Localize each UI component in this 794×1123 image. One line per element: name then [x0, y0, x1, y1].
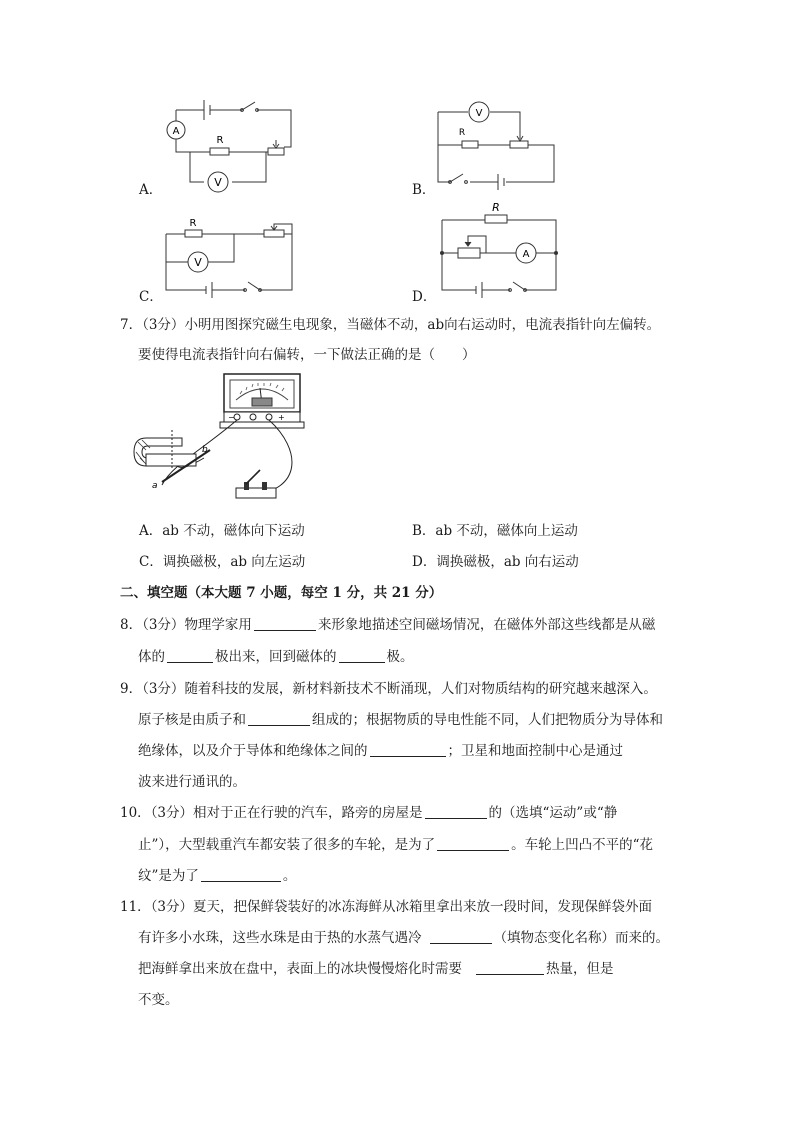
question-text: 极出来，回到磁体的 [215, 649, 337, 665]
question-score: （3分） [142, 317, 185, 333]
answer-blank[interactable] [437, 836, 509, 851]
question-stem-line [138, 833, 653, 853]
question-text: 极。 [386, 649, 414, 665]
voltmeter-label: V [475, 108, 483, 119]
question-text: 的（选填“运动”或“静 [488, 805, 618, 821]
conductor-end-a: a [152, 481, 158, 491]
terminal-plus-label: + [278, 413, 285, 422]
voltmeter-label: V [194, 256, 202, 269]
terminal-minus-label: − [228, 413, 235, 422]
question-text: 。 [282, 868, 297, 884]
horseshoe-magnet [134, 430, 196, 470]
answer-blank[interactable] [476, 960, 544, 975]
question-number: 9． [120, 681, 143, 697]
question-stem-line: 波来进行通讯的。 [138, 774, 246, 790]
question-stem-line [120, 895, 652, 915]
circuit-diagram-b [430, 95, 560, 195]
electromagnetic-induction-apparatus [132, 370, 312, 510]
question-score: （3分） [150, 899, 194, 915]
question-text: ；卫星和地面控制中心是通过 [447, 743, 623, 759]
question-number: 8． [120, 617, 143, 633]
question-text: 绝缘体，以及介于导体和绝缘体之间的 [138, 743, 368, 759]
question-text: 把海鲜拿出来放在盘中，表面上的冰块慢慢熔化时需要 [138, 961, 462, 977]
question-number: 10． [120, 805, 151, 821]
ammeter-label: A [172, 126, 180, 137]
resistor-label: R [458, 128, 466, 138]
answer-option-a[interactable]: A．ab 不动，磁体向下运动 [139, 523, 305, 539]
question-stem-line [120, 613, 655, 633]
answer-option-c[interactable]: C．调换磁极，ab 向左运动 [139, 554, 306, 570]
question-text: 止”），大型载重汽车都安装了很多的车轮，是为了 [138, 837, 436, 853]
question-number: 11． [120, 899, 151, 915]
question-text: 组成的；根据物质的导电性能不同，人们把物质分为导体和 [312, 712, 663, 728]
answer-blank[interactable] [370, 742, 446, 757]
section-heading: 二、填空题（本大题 7 小题，每空 1 分，共 21 分） [120, 585, 443, 601]
question-stem-line: 要使得电流表指针向右偏转，一下做法正确的是（ ） [138, 347, 476, 363]
resistor-label: R [216, 135, 224, 146]
question-stem-line [138, 957, 614, 977]
circuit-diagram-c [160, 212, 300, 302]
question-stem-line [138, 708, 663, 728]
answer-blank[interactable] [430, 929, 492, 944]
question-stem-line [138, 864, 296, 884]
question-score: （3分） [142, 617, 185, 633]
answer-blank[interactable] [425, 804, 487, 819]
question-stem-line [138, 926, 669, 946]
question-text: 小明用图探究磁生电现象，当磁体不动，ab向右运动时，电流表指针向左偏转。 [184, 317, 661, 333]
question-score: （3分） [142, 681, 185, 697]
circuit-diagram-d [430, 198, 570, 308]
question-text: 热量，但是 [546, 961, 614, 977]
ammeter-label: A [522, 249, 530, 260]
question-text: 物理学家用 [184, 617, 252, 633]
answer-blank[interactable] [254, 616, 316, 631]
option-label: C． [139, 289, 163, 305]
question-stem-line [120, 677, 657, 697]
resistor-label: R [189, 218, 197, 229]
galvanometer [220, 374, 304, 428]
question-stem-line [120, 313, 660, 333]
question-stem-line: 不变。 [138, 992, 179, 1008]
question-stem-line [138, 739, 623, 759]
voltmeter-label: V [214, 176, 222, 189]
question-number: 7． [120, 317, 143, 333]
answer-blank[interactable] [201, 867, 281, 882]
question-stem-line [138, 645, 414, 665]
question-text: 。车轮上凹凸不平的“花 [511, 837, 654, 853]
question-text: 来形象地描述空间磁场情况，在磁体外部这些线都是从磁 [317, 617, 656, 633]
question-text: 夏天，把保鲜袋装好的冰冻海鲜从冰箱里拿出来放一段时间，发现保鲜袋外面 [193, 899, 653, 915]
answer-option-b[interactable]: B．ab 不动，磁体向上运动 [412, 523, 578, 539]
question-stem-line [120, 801, 617, 821]
question-score: （3分） [150, 805, 194, 821]
option-label: D． [412, 289, 437, 305]
question-text: 随着科技的发展，新材料新技术不断涌现，人们对物质结构的研究越来越深入。 [184, 681, 657, 697]
question-text: 原子核是由质子和 [138, 712, 246, 728]
question-text: （填物态变化名称）而来的。 [493, 930, 669, 946]
conductor-end-b: b [202, 445, 208, 455]
option-label: A． [139, 182, 163, 198]
question-text: 体的 [138, 649, 165, 665]
resistor-label: R [492, 201, 500, 214]
question-text: 有许多小水珠，这些水珠是由于热的水蒸气遇冷 [138, 930, 422, 946]
question-text: 纹”是为了 [138, 868, 199, 884]
answer-blank[interactable] [248, 711, 310, 726]
answer-blank[interactable] [339, 648, 385, 663]
circuit-diagram-a [160, 95, 300, 195]
answer-blank[interactable] [167, 648, 213, 663]
question-text: 相对于正在行驶的汽车，路旁的房屋是 [193, 805, 423, 821]
knife-switch [236, 470, 276, 498]
answer-option-d[interactable]: D．调换磁极，ab 向右运动 [412, 554, 579, 570]
option-label: B． [412, 182, 436, 198]
